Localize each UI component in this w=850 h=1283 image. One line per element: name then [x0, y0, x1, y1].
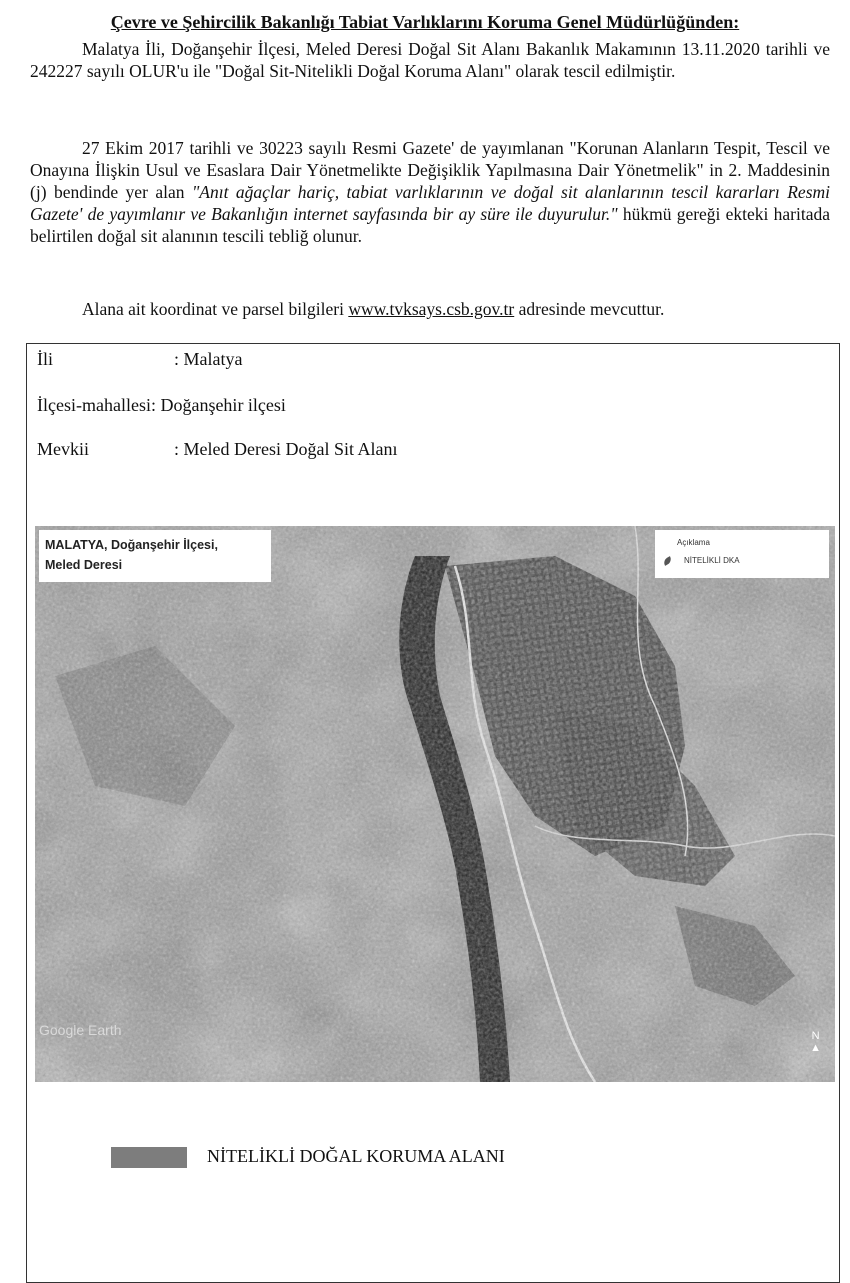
map-legend-item	[663, 556, 740, 565]
map-frame	[26, 343, 840, 1283]
il-label: İli	[37, 349, 53, 369]
leaf-icon	[662, 556, 673, 566]
coordinates-text-start: Alana ait koordinat ve parsel bilgileri	[82, 299, 349, 319]
map-image	[35, 526, 835, 1082]
paragraph-regulation	[30, 137, 830, 247]
map-title-line2: Meled Deresi	[45, 558, 123, 572]
map-legend-heading: Açıklama	[677, 538, 710, 547]
legend-label: NİTELİKLİ DOĞAL KORUMA ALANI	[207, 1146, 505, 1166]
map-legend-box	[655, 530, 829, 578]
il-value: : Malatya	[174, 349, 243, 369]
north-label: N	[811, 1030, 820, 1042]
legend-swatch	[111, 1147, 187, 1168]
google-earth-watermark: Google Earth	[39, 1022, 122, 1038]
map-title-line1: MALATYA, Doğanşehir İlçesi,	[45, 538, 218, 552]
regulation-text-start: 27 Ekim 2017 tarihli ve 30223 sayılı Resmi Gazete' de yayımlanan "Korunan Alanların Tespit, Tescil ve Onayına İlişkin Usul ve Esaslara Dair Yönetmelikte Değişiklik Yapılmasına Dair Yönetmelik" in 2. Maddesinin (j) bendinde yer alan	[30, 138, 830, 202]
info-row-mevki	[37, 439, 397, 460]
coordinates-text-end: adresinde mevcuttur.	[514, 299, 665, 319]
map-title-box	[39, 530, 271, 582]
ilce-value: : Doğanşehir ilçesi	[150, 395, 286, 415]
paragraph-coordinates	[30, 298, 830, 320]
info-row-ilce	[37, 395, 286, 416]
ilce-label: İlçesi-mahallesi	[37, 395, 151, 415]
page-title: Çevre ve Şehircilik Bakanlığı Tabiat Varlıklarını Koruma Genel Müdürlüğünden:	[110, 12, 740, 32]
mevki-label: Mevkii	[37, 439, 89, 459]
north-arrow-glyph: ▲	[810, 1042, 821, 1054]
mevki-value: : Meled Deresi Doğal Sit Alanı	[174, 439, 398, 459]
regulation-text-end: hükmü gereği ekteki haritada belirtilen doğal sit alanının tescili tebliğ olunur.	[30, 204, 831, 246]
info-row-il	[37, 349, 242, 370]
tvksays-link[interactable]: www.tvksays.csb.gov.tr	[348, 299, 515, 319]
satellite-map	[35, 526, 835, 1082]
map-legend-item-label: NİTELİKLİ DKA	[684, 556, 740, 565]
regulation-quote: "Anıt ağaçlar hariç, tabiat varlıklarının ve doğal sit alanlarının tescil kararları Resmi Gazete' de yayımlanır ve Bakanlığın internet sayfasında bir ay süre ile duyurulur."	[30, 182, 830, 224]
north-arrow-icon	[810, 1030, 821, 1054]
paragraph-registration: Malatya İli, Doğanşehir İlçesi, Meled Deresi Doğal Sit Alanı Bakanlık Makamının 13.11.2020 tarihli ve 242227 sayılı OLUR'u ile "Doğal Sit-Nitelikli Doğal Koruma Alanı" olarak tescil edilmiştir.	[30, 39, 830, 81]
